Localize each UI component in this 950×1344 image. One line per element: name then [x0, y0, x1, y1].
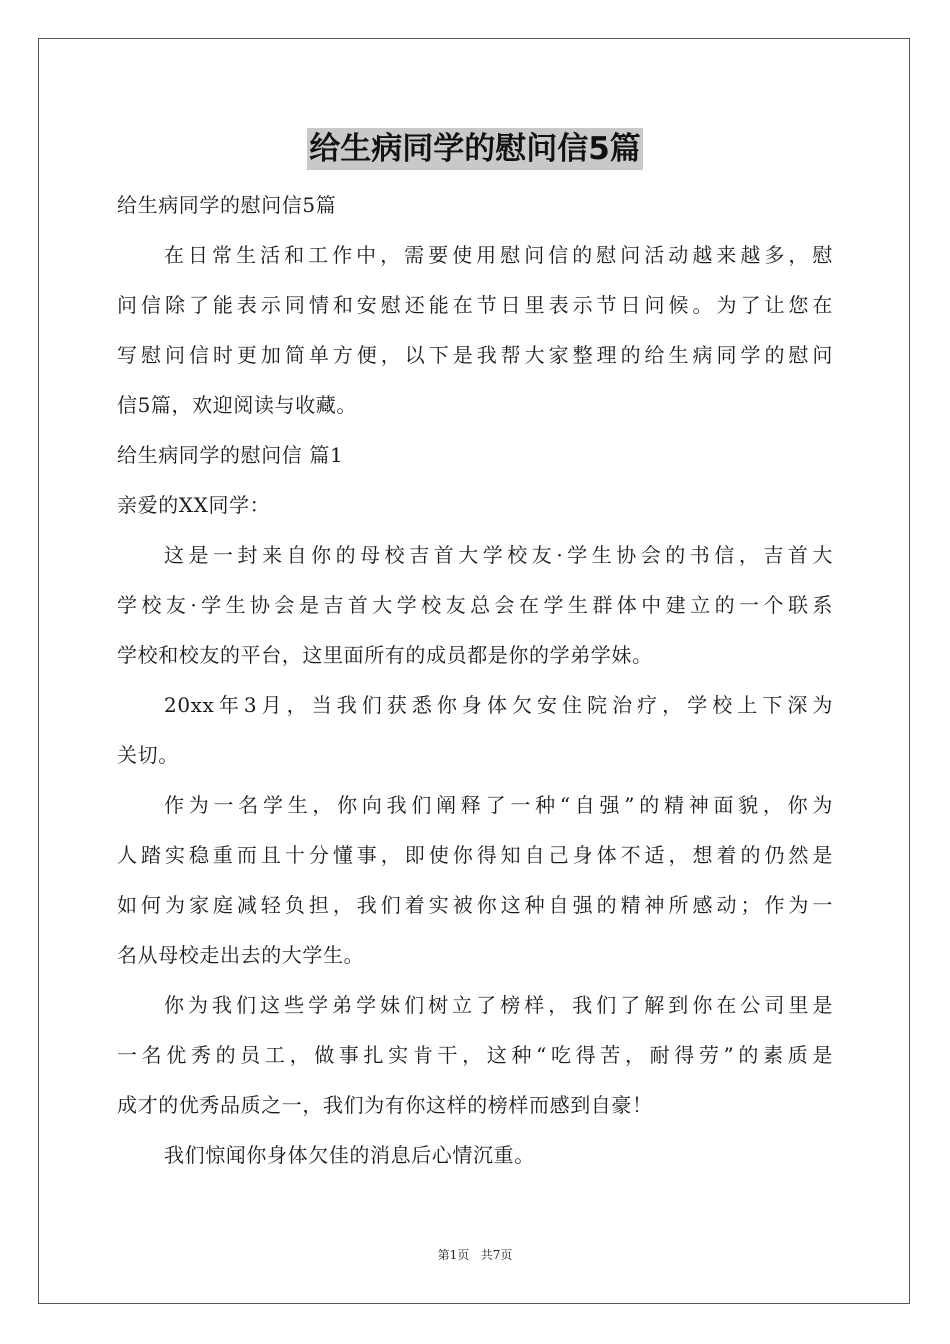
paragraph-line: 写慰问信时更加简单方便，以下是我帮大家整理的给生病同学的慰问: [117, 343, 833, 367]
page-number: 第1页 共7页: [437, 1248, 513, 1262]
paragraph-line: 成才的优秀品质之一，我们为有你这样的榜样而感到自豪！: [117, 1093, 653, 1117]
paragraph-line: 20xx年3月，当我们获悉你身体欠安住院治疗，学校上下深为: [164, 693, 833, 717]
paragraph-line: 我们惊闻你身体欠佳的消息后心情沉重。: [164, 1143, 535, 1167]
paragraph-line: 作为一名学生，你向我们阐释了一种“自强”的精神面貌，你为: [164, 793, 833, 817]
paragraph-line: 名从母校走出去的大学生。: [117, 943, 365, 967]
paragraph-line: 学校和校友的平台，这里面所有的成员都是你的学弟学妹。: [117, 643, 653, 667]
paragraph-line: 在日常生活和工作中，需要使用慰问信的慰问活动越来越多，慰: [164, 243, 833, 267]
section-heading: 给生病同学的慰问信 篇1: [117, 443, 344, 467]
document-title: 给生病同学的慰问信5篇: [307, 128, 643, 170]
paragraph-line: 人踏实稳重而且十分懂事，即使你得知自己身体不适，想着的仍然是: [117, 843, 833, 867]
paragraph-line: 问信除了能表示同情和安慰还能在节日里表示节日问候。为了让您在: [117, 293, 833, 317]
paragraph-line: 一名优秀的员工，做事扎实肯干，这种“吃得苦，耐得劳”的素质是: [117, 1043, 833, 1067]
paragraph-line: 关切。: [117, 743, 179, 767]
paragraph-line: 你为我们这些学弟学妹们树立了榜样，我们了解到你在公司里是: [164, 993, 833, 1017]
title-container: [0, 128, 950, 170]
salutation: 亲爱的XX同学：: [117, 493, 271, 517]
subtitle-line: 给生病同学的慰问信5篇: [117, 193, 337, 217]
paragraph-line: 如何为家庭减轻负担，我们着实被你这种自强的精神所感动；作为一: [117, 893, 833, 917]
paragraph-line: 学校友·学生协会是吉首大学校友总会在学生群体中建立的一个联系: [117, 593, 833, 617]
paragraph-line: 信5篇，欢迎阅读与收藏。: [117, 393, 357, 417]
document-body: [117, 180, 833, 1180]
paragraph-line: 这是一封来自你的母校吉首大学校友·学生协会的书信，吉首大: [164, 543, 833, 567]
page-footer: [0, 1247, 950, 1263]
